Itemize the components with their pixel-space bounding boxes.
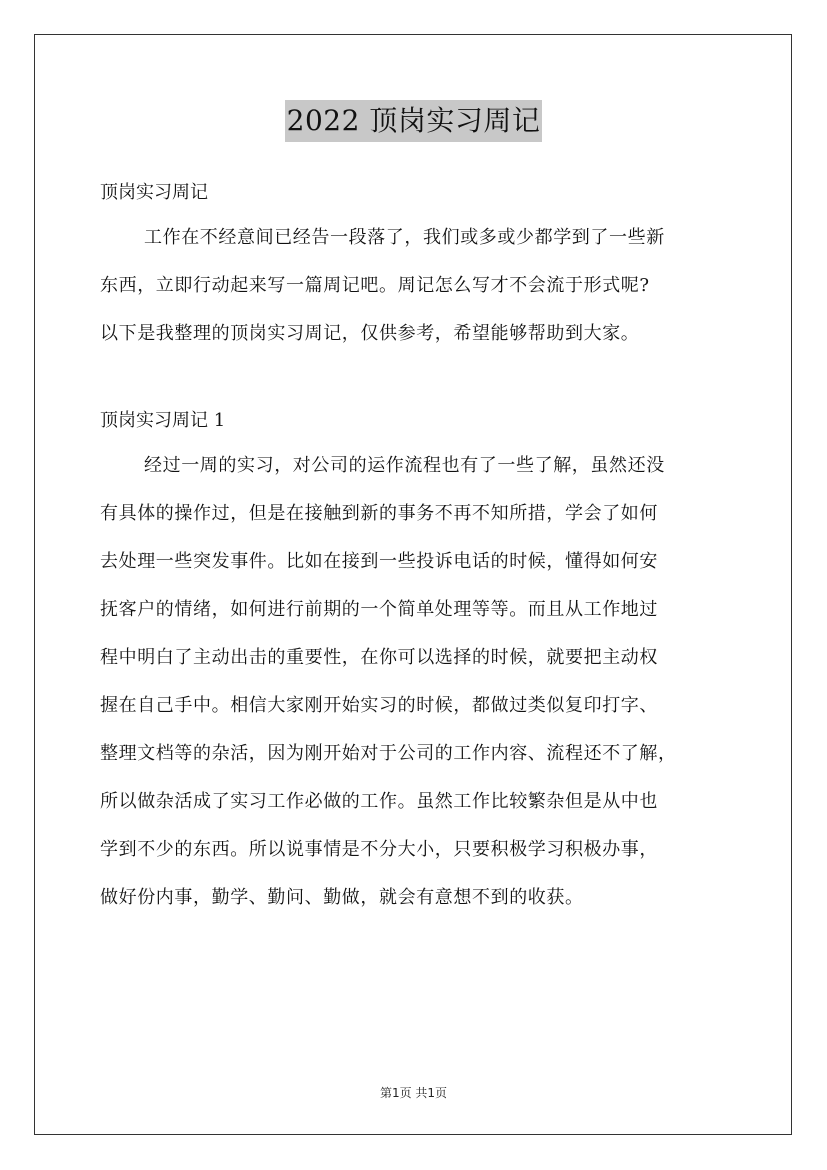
document-title: 2022 顶岗实习周记 <box>285 100 543 142</box>
section-line: 有具体的操作过，但是在接触到新的事务不再不知所措，学会了如何 <box>100 503 658 524</box>
section-line: 程中明白了主动出击的重要性，在你可以选择的时候，就要把主动权 <box>100 647 658 668</box>
section-line: 经过一周的实习，对公司的运作流程也有了一些了解，虽然还没 <box>144 455 665 476</box>
section-line: 所以做杂活成了实习工作必做的工作。虽然工作比较繁杂但是从中也 <box>100 791 658 812</box>
section-line: 学到不少的东西。所以说事情是不分大小，只要积极学习积极办事， <box>100 839 658 860</box>
intro-line: 东西，立即行动起来写一篇周记吧。周记怎么写才不会流于形式呢? <box>100 275 650 296</box>
section-line: 去处理一些突发事件。比如在接到一些投诉电话的时候，懂得如何安 <box>100 551 658 572</box>
section-paragraph <box>100 442 740 922</box>
intro-paragraph <box>100 214 740 358</box>
title-container <box>0 100 827 142</box>
section-line: 抚客户的情绪，如何进行前期的一个简单处理等等。而且从工作地过 <box>100 599 658 620</box>
document-body <box>100 172 740 922</box>
intro-heading: 顶岗实习周记 <box>100 182 208 203</box>
spacer <box>100 358 740 400</box>
section-line: 做好份内事，勤学、勤问、勤做，就会有意想不到的收获。 <box>100 887 584 908</box>
intro-line: 以下是我整理的顶岗实习周记，仅供参考，希望能够帮助到大家。 <box>100 323 640 344</box>
section-line: 握在自己手中。相信大家刚开始实习的时候，都做过类似复印打字、 <box>100 695 658 716</box>
intro-line: 工作在不经意间已经告一段落了，我们或多或少都学到了一些新 <box>144 227 665 248</box>
section-heading: 顶岗实习周记 1 <box>100 410 226 431</box>
page-footer: 第1页 共1页 <box>379 1086 448 1100</box>
section-line: 整理文档等的杂活，因为刚开始对于公司的工作内容、流程还不了解， <box>100 743 677 764</box>
